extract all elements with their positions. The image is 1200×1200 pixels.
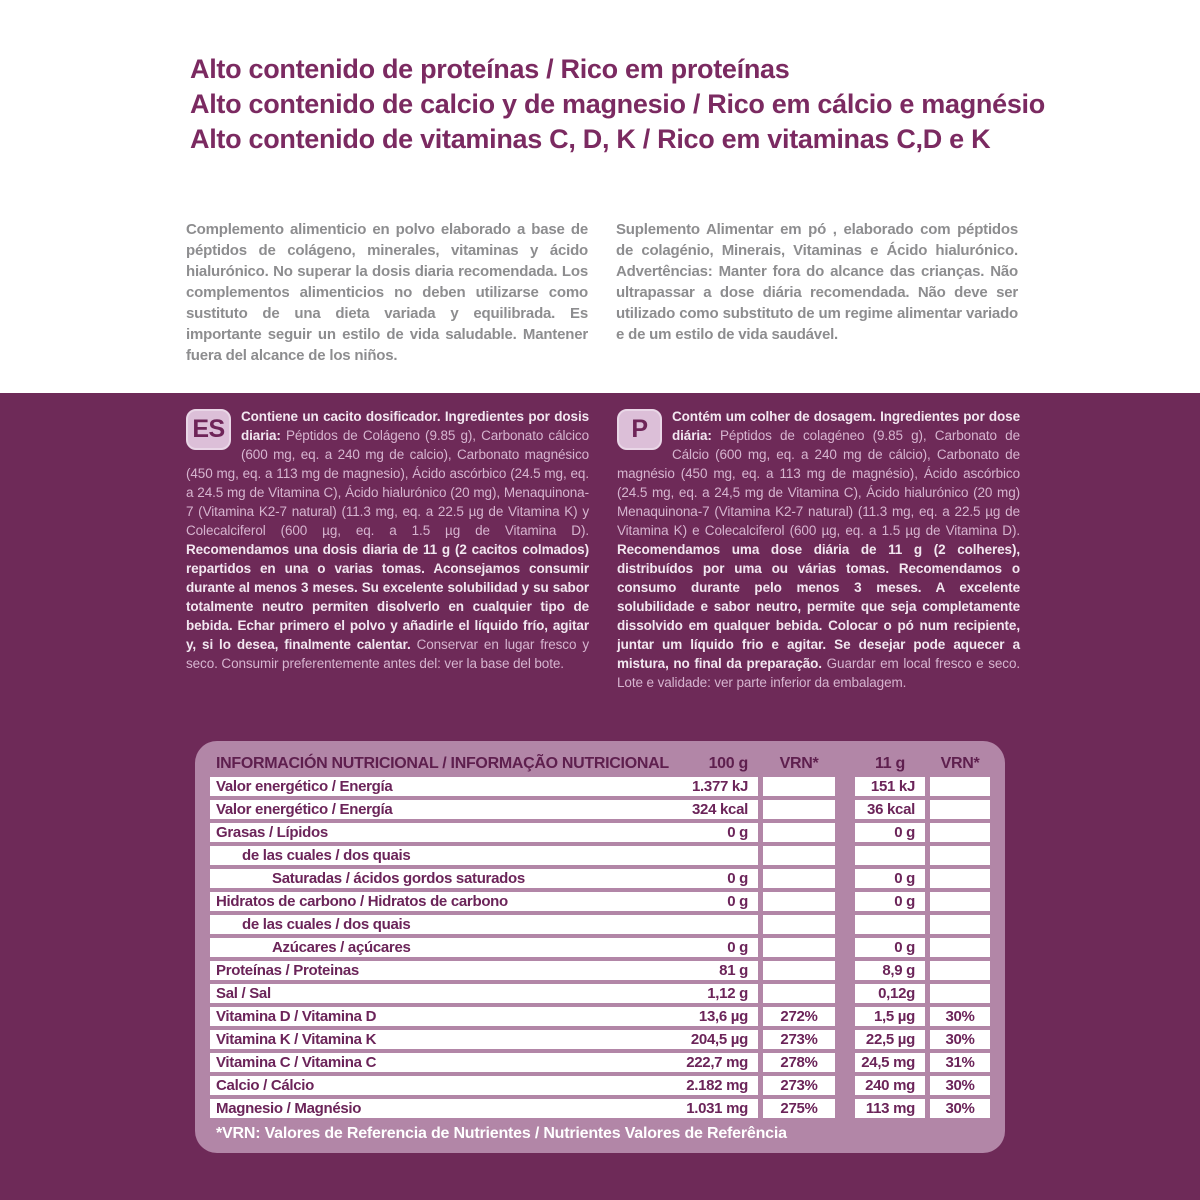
ingredients-columns: [0, 407, 1200, 729]
nutrient-label: Vitamina D / Vitamina D: [216, 1008, 377, 1025]
table-row: [210, 1007, 990, 1026]
nutrient-label: Sal / Sal: [216, 985, 271, 1002]
nutrient-label: Proteínas / Proteinas: [216, 962, 359, 979]
row-label-and-100g-value: [210, 1099, 758, 1118]
value-per-11g: 151 kJ: [855, 777, 925, 796]
nutrient-label: Magnesio / Magnésio: [216, 1100, 362, 1117]
table-row: [210, 823, 990, 842]
value-per-100g: 204,5 µg: [690, 1031, 748, 1048]
value-per-100g: 0 g: [727, 824, 748, 841]
value-per-100g: 0 g: [727, 939, 748, 956]
table-row: [210, 800, 990, 819]
nutrient-label: Valor energético / Energía: [216, 778, 393, 795]
claim-vitamins: Alto contenido de vitaminas C, D, K / Rico em vitaminas C,D e K: [190, 124, 991, 154]
column-header-11g: 11 g: [875, 754, 905, 772]
nutrition-panel: [195, 741, 1005, 1153]
value-per-11g: 22,5 µg: [855, 1030, 925, 1049]
vrn-per-11g: 30%: [930, 1099, 990, 1118]
table-row: [210, 915, 990, 934]
vrn-per-11g: [930, 777, 990, 796]
vrn-per-11g: [930, 800, 990, 819]
ingredients-pt-storage: Guardar em local fresco e seco. Lote e validade: ver parte inferior da embalagem.: [617, 656, 1020, 690]
row-label-and-100g-value: [210, 961, 758, 980]
value-per-11g: 8,9 g: [855, 961, 925, 980]
intro-paragraph-pt: Suplemento Alimentar em pó , elaborado com péptidos de colagénio, Minerais, Vitaminas e Ácido hialurónico. Advertências: Manter fora do alcance das crianças. Não ultrapassar a dose diária recomendada. Não deve ser utilizado como substituto de um regime alimentar variado e de um estilo de vida saudável.: [616, 221, 1018, 343]
value-per-100g: 1.377 kJ: [692, 778, 748, 795]
row-label-and-100g-value: [210, 823, 758, 842]
value-per-11g: 240 mg: [855, 1076, 925, 1095]
claim-protein: Alto contenido de proteínas / Rico em proteínas: [190, 54, 790, 84]
vrn-per-11g: 30%: [930, 1076, 990, 1095]
vrn-per-100g: [763, 892, 835, 911]
nutrient-label: Azúcares / açúcares: [272, 939, 411, 956]
table-row: [210, 846, 990, 865]
nutrient-label: de las cuales / dos quais: [242, 847, 411, 864]
value-per-11g: 0,12g: [855, 984, 925, 1003]
vrn-per-11g: [930, 961, 990, 980]
ingredients-es-list: Péptidos de Colágeno (9.85 g), Carbonato cálcico (600 mg, eq. a 240 mg de calcio), Carbonato magnésico (450 mg, eq. a 113 mg de magnesio), Ácido ascórbico (24.5 mg, eq. a 24.5 mg de Vitamina C), Ácido hialurónico (20 mg), Menaquinona-7 (Vitamina K2-7 natural) (11.3 mg, eq. a 22.5 µg de Vitamina K) y Colecalciferol (600 µg, eq. a 1.5 µg de Vitamina D).: [186, 428, 589, 538]
value-per-11g: 0 g: [855, 938, 925, 957]
column-header-vrn-11g: VRN*: [940, 754, 980, 772]
value-per-100g: 324 kcal: [692, 801, 748, 818]
nutrition-rows: [210, 777, 990, 1118]
vrn-per-11g: [930, 915, 990, 934]
value-per-100g: 1,12 g: [707, 985, 748, 1002]
vrn-per-100g: [763, 984, 835, 1003]
column-header-100g: 100 g: [708, 754, 748, 772]
nutrient-label: Valor energético / Energía: [216, 801, 393, 818]
column-header-vrn-100g: VRN*: [779, 754, 819, 772]
nutrient-label: Calcio / Cálcio: [216, 1077, 315, 1094]
value-per-11g: 0 g: [855, 823, 925, 842]
claims-section: [0, 0, 1200, 393]
intro-paragraphs: [0, 219, 1200, 366]
ingredients-pt: [617, 407, 1020, 729]
table-row: [210, 961, 990, 980]
vrn-per-100g: [763, 800, 835, 819]
value-per-11g: 0 g: [855, 869, 925, 888]
vrn-per-11g: 31%: [930, 1053, 990, 1072]
table-row: [210, 1099, 990, 1118]
vrn-per-100g: 273%: [763, 1030, 835, 1049]
nutrient-label: Saturadas / ácidos gordos saturados: [272, 870, 525, 887]
vrn-per-11g: [930, 892, 990, 911]
ingredients-and-nutrition-section: [0, 393, 1200, 1200]
language-badge-es: ES: [186, 409, 231, 450]
vrn-per-100g: [763, 961, 835, 980]
row-label-and-100g-value: [210, 938, 758, 957]
nutrition-table-header: [210, 750, 990, 777]
vrn-per-100g: [763, 846, 835, 865]
vrn-per-11g: 30%: [930, 1030, 990, 1049]
row-label-and-100g-value: [210, 800, 758, 819]
row-label-and-100g-value: [210, 777, 758, 796]
value-per-11g: 0 g: [855, 892, 925, 911]
value-per-100g: 0 g: [727, 893, 748, 910]
value-per-100g: 0 g: [727, 870, 748, 887]
table-row: [210, 869, 990, 888]
table-row: [210, 777, 990, 796]
value-per-100g: 222,7 mg: [686, 1054, 748, 1071]
row-label-and-100g-value: [210, 984, 758, 1003]
row-label-and-100g-value: [210, 1053, 758, 1072]
table-row: [210, 892, 990, 911]
ingredients-pt-intro: Contém um colher de dosagem. Ingredientes por dose diária:: [672, 409, 1020, 443]
value-per-11g: 24,5 mg: [855, 1053, 925, 1072]
claim-calcium-magnesium: Alto contenido de calcio y de magnesio / Rico em cálcio e magnésio: [190, 89, 1045, 119]
ingredients-pt-usage: Recomendamos uma dose diária de 11 g (2 colheres), distribuídos por uma ou várias tomas. Recomendamos o consumo durante pelo menos 3 meses. A excelente solubilidade e sabor neutro, permite que seja completamente dissolvido em qualquer bebida. Colocar o pó num recipiente, juntar um líquido frio e agitar. Se desejar pode aquecer a mistura, no final da preparação.: [617, 542, 1020, 671]
nutrient-label: Vitamina K / Vitamina K: [216, 1031, 377, 1048]
vrn-per-11g: [930, 938, 990, 957]
row-label-and-100g-value: [210, 869, 758, 888]
ingredients-es-intro: Contiene un cacito dosificador. Ingredientes por dosis diaria:: [241, 409, 589, 443]
language-badge-pt: P: [617, 409, 662, 450]
vrn-per-100g: [763, 777, 835, 796]
value-per-11g: 1,5 µg: [855, 1007, 925, 1026]
vrn-per-11g: [930, 823, 990, 842]
row-label-and-100g-value: [210, 1076, 758, 1095]
table-row: [210, 1030, 990, 1049]
vrn-per-100g: [763, 869, 835, 888]
vrn-per-100g: [763, 823, 835, 842]
vrn-per-100g: [763, 938, 835, 957]
value-per-100g: 13,6 µg: [698, 1008, 748, 1025]
vrn-per-100g: 273%: [763, 1076, 835, 1095]
vrn-per-100g: [763, 915, 835, 934]
row-label-and-100g-value: [210, 915, 758, 934]
nutrient-label: Vitamina C / Vitamina C: [216, 1054, 377, 1071]
vrn-per-100g: 272%: [763, 1007, 835, 1026]
vrn-per-100g: 275%: [763, 1099, 835, 1118]
table-row: [210, 1076, 990, 1095]
nutrient-label: Grasas / Lípidos: [216, 824, 328, 841]
table-row: [210, 938, 990, 957]
row-label-and-100g-value: [210, 1007, 758, 1026]
nutrition-table-title: INFORMACIÓN NUTRICIONAL / INFORMAÇÃO NUTRICIONAL: [216, 754, 669, 772]
value-per-11g: [855, 915, 925, 934]
table-row: [210, 1053, 990, 1072]
value-per-11g: 36 kcal: [855, 800, 925, 819]
nutrient-label: de las cuales / dos quais: [242, 916, 411, 933]
ingredients-pt-list: Péptidos de colagéneo (9.85 g), Carbonato de Cálcio (600 mg, eq. a 240 mg de cálcio), Carbonato de magnésio (450 mg, eq. a 113 mg de magnésio), Ácido ascórbico (24.5 mg, eq. a 24,5 mg de Vitamina C), Ácido hialurónico (20 mg) Menaquinona-7 (Vitamina K2-7 natural) (11.3 mg, eq. a 22.5 µg de Vitamina K) e Colecalciferol (600 µg, eq. a 1.5 µg de Vitamina D).: [617, 428, 1020, 538]
value-per-100g: 81 g: [719, 962, 748, 979]
value-per-11g: 113 mg: [855, 1099, 925, 1118]
intro-paragraph-es: Complemento alimenticio en polvo elaborado a base de péptidos de colágeno, minerales, vitaminas y ácido hialurónico. No superar la dosis diaria recomendada. Los complementos alimenticios no deben utilizarse como sustituto de una dieta variada y equilibrada. Es importante seguir un estilo de vida saludable. Mantener fuera del alcance de los niños.: [186, 221, 588, 364]
nutrition-claims: [0, 52, 1200, 157]
vrn-per-11g: [930, 984, 990, 1003]
vrn-per-11g: 30%: [930, 1007, 990, 1026]
value-per-11g: [855, 846, 925, 865]
nutrient-label: Hidratos de carbono / Hidratos de carbono: [216, 893, 508, 910]
vrn-per-100g: 278%: [763, 1053, 835, 1072]
vrn-per-11g: [930, 869, 990, 888]
ingredients-es-storage: Conservar en lugar fresco y seco. Consumir preferentemente antes del: ver la base del bote.: [186, 637, 589, 671]
value-per-100g: 1.031 mg: [686, 1100, 748, 1117]
ingredients-es-usage: Recomendamos una dosis diaria de 11 g (2 cacitos colmados) repartidos en una o varias tomas. Aconsejamos consumir durante al menos 3 meses. Su excelente solubilidad y su sabor totalmente neutro permiten disolverlo en cualquier tipo de bebida. Echar primero el polvo y añadirle el líquido frío, agitar y, si lo desea, finalmente calentar.: [186, 542, 589, 652]
ingredients-es: [186, 407, 589, 729]
table-row: [210, 984, 990, 1003]
row-label-and-100g-value: [210, 846, 758, 865]
value-per-100g: 2.182 mg: [686, 1077, 748, 1094]
vrn-per-11g: [930, 846, 990, 865]
row-label-and-100g-value: [210, 1030, 758, 1049]
vrn-footnote: *VRN: Valores de Referencia de Nutrientes / Nutrientes Valores de Referência: [216, 1125, 787, 1142]
row-label-and-100g-value: [210, 892, 758, 911]
